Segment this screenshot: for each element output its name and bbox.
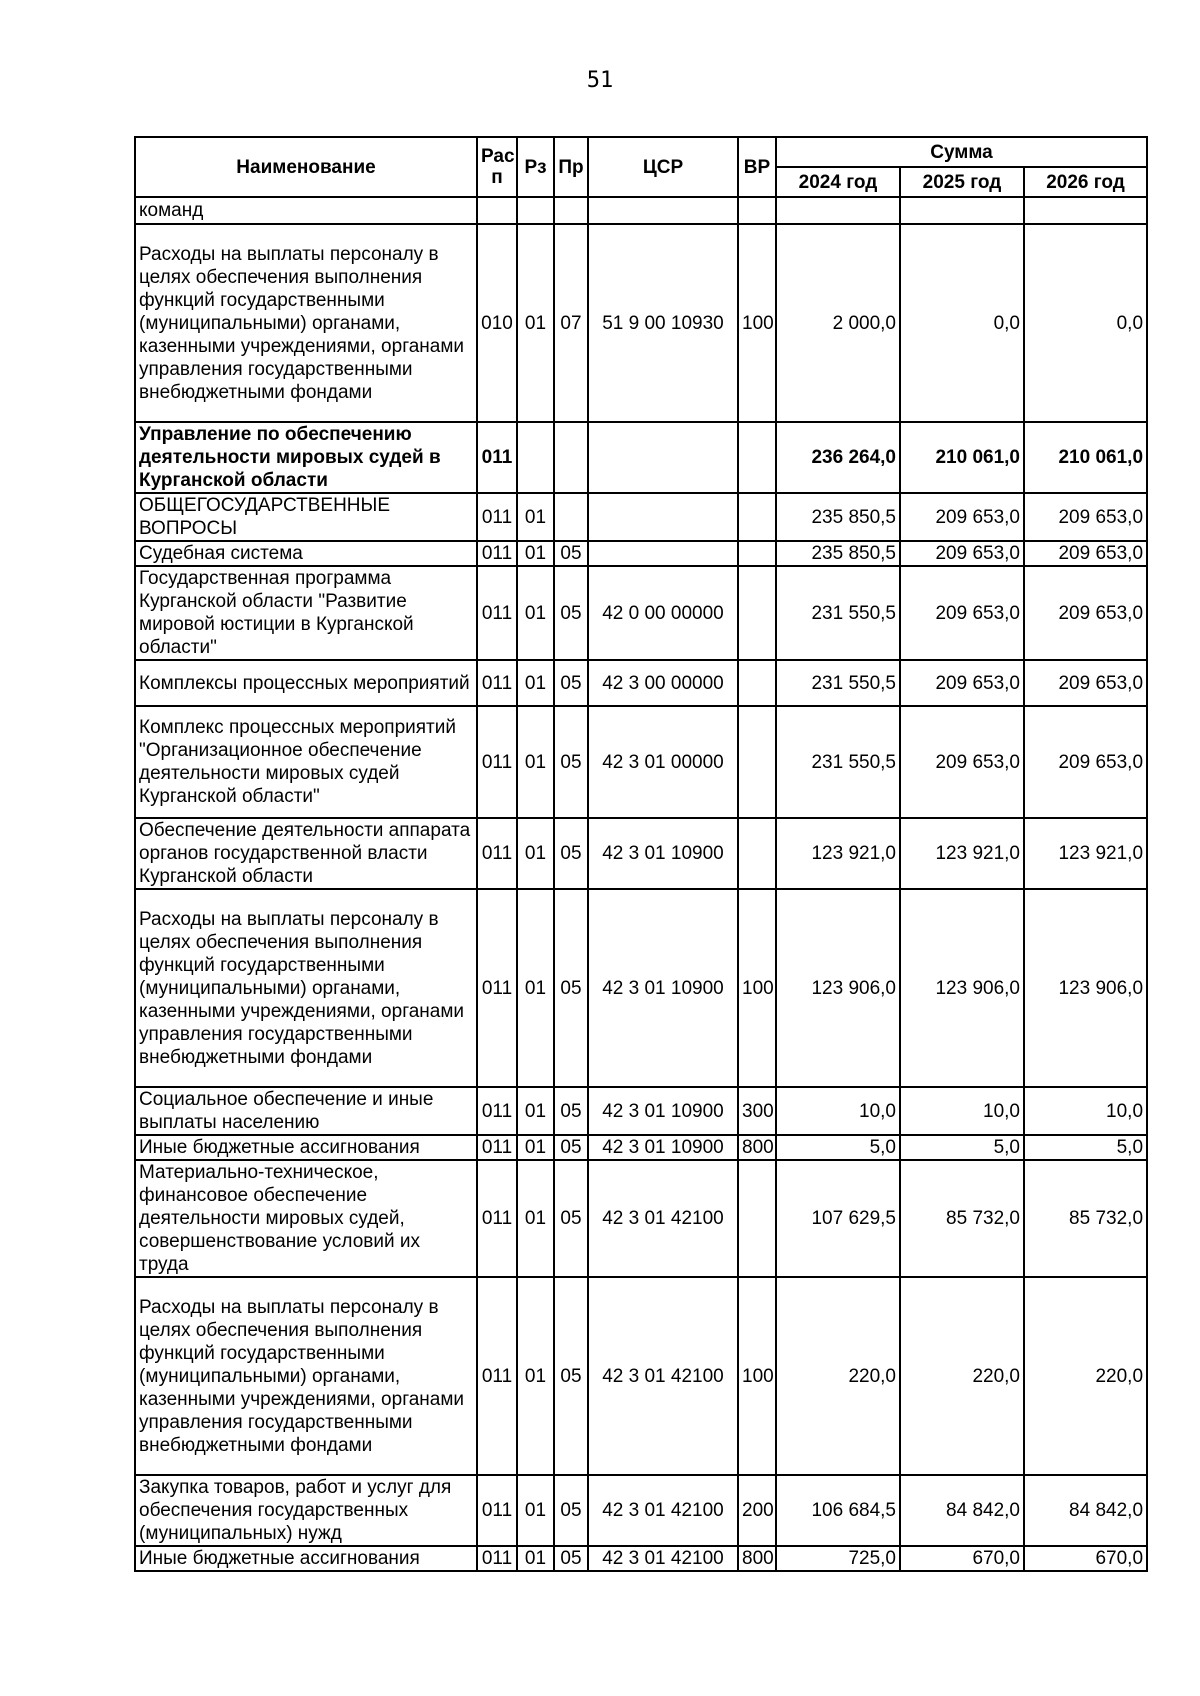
cell-rz: 01 [517, 1135, 554, 1160]
cell-rasp: 011 [477, 1546, 517, 1571]
cell-2026: 10,0 [1024, 1087, 1147, 1135]
cell-pr [554, 422, 588, 493]
cell-name: Социальное обеспечение и иные выплаты населению [135, 1087, 477, 1135]
header-rasp: Рас п [477, 137, 517, 197]
cell-rz: 01 [517, 1277, 554, 1475]
cell-rasp: 011 [477, 706, 517, 818]
cell-2025: 123 906,0 [900, 889, 1024, 1087]
cell-2026: 210 061,0 [1024, 422, 1147, 493]
cell-rz [517, 197, 554, 224]
cell-2026 [1024, 197, 1147, 224]
cell-csr: 42 3 01 42100 [588, 1475, 738, 1546]
cell-vr: 100 [738, 224, 776, 422]
cell-rz: 01 [517, 1475, 554, 1546]
cell-2025: 209 653,0 [900, 660, 1024, 706]
cell-rz: 01 [517, 818, 554, 889]
table-row [135, 566, 1147, 660]
table-header [135, 137, 1147, 197]
cell-pr: 05 [554, 818, 588, 889]
cell-csr: 42 3 01 42100 [588, 1160, 738, 1277]
cell-rz: 01 [517, 1546, 554, 1571]
cell-rasp: 011 [477, 1087, 517, 1135]
cell-pr [554, 493, 588, 541]
cell-2026: 209 653,0 [1024, 706, 1147, 818]
cell-vr [738, 1160, 776, 1277]
cell-vr: 800 [738, 1135, 776, 1160]
cell-rasp: 011 [477, 566, 517, 660]
cell-2026: 209 653,0 [1024, 493, 1147, 541]
cell-2026: 5,0 [1024, 1135, 1147, 1160]
cell-vr: 100 [738, 889, 776, 1087]
cell-rasp: 011 [477, 889, 517, 1087]
table-row [135, 818, 1147, 889]
table-row [135, 422, 1147, 493]
page-number: 51 [586, 68, 614, 93]
header-name: Наименование [135, 137, 477, 197]
cell-pr: 05 [554, 1087, 588, 1135]
cell-name: Комплекс процессных мероприятий "Организационное обеспечение деятельности мировых судей Курганской области" [135, 706, 477, 818]
cell-2024: 231 550,5 [776, 706, 900, 818]
cell-name: Обеспечение деятельности аппарата органов государственной власти Курганской области [135, 818, 477, 889]
cell-2024: 123 906,0 [776, 889, 900, 1087]
cell-rasp: 011 [477, 541, 517, 566]
cell-csr: 42 3 01 42100 [588, 1546, 738, 1571]
cell-2024: 220,0 [776, 1277, 900, 1475]
table-body [135, 197, 1147, 1571]
cell-rasp: 011 [477, 1135, 517, 1160]
cell-rasp: 011 [477, 1160, 517, 1277]
cell-rasp: 010 [477, 224, 517, 422]
header-year-2024: 2024 год [776, 167, 900, 197]
cell-csr: 42 3 01 10900 [588, 1087, 738, 1135]
cell-2024: 231 550,5 [776, 660, 900, 706]
cell-name: Материально-техническое, финансовое обеспечение деятельности мировых судей, совершенствование условий их труда [135, 1160, 477, 1277]
cell-2026: 123 906,0 [1024, 889, 1147, 1087]
cell-rasp: 011 [477, 818, 517, 889]
table-row [135, 1475, 1147, 1546]
cell-pr: 05 [554, 706, 588, 818]
cell-2024: 235 850,5 [776, 541, 900, 566]
cell-2026: 85 732,0 [1024, 1160, 1147, 1277]
cell-2025: 670,0 [900, 1546, 1024, 1571]
cell-2025 [900, 197, 1024, 224]
cell-pr: 05 [554, 1546, 588, 1571]
cell-rasp: 011 [477, 1475, 517, 1546]
cell-csr [588, 541, 738, 566]
cell-csr: 42 3 01 00000 [588, 706, 738, 818]
cell-name: Государственная программа Курганской области "Развитие мировой юстиции в Курганской области" [135, 566, 477, 660]
cell-rz: 01 [517, 1160, 554, 1277]
cell-vr [738, 566, 776, 660]
cell-2024: 10,0 [776, 1087, 900, 1135]
cell-rz: 01 [517, 660, 554, 706]
table-row [135, 1160, 1147, 1277]
cell-csr: 42 3 01 10900 [588, 1135, 738, 1160]
cell-2025: 84 842,0 [900, 1475, 1024, 1546]
cell-rz: 01 [517, 706, 554, 818]
cell-rz: 01 [517, 493, 554, 541]
cell-2025: 209 653,0 [900, 706, 1024, 818]
cell-2025: 10,0 [900, 1087, 1024, 1135]
table-row [135, 1277, 1147, 1475]
cell-2026: 123 921,0 [1024, 818, 1147, 889]
cell-name: команд [135, 197, 477, 224]
table-row [135, 660, 1147, 706]
cell-pr [554, 197, 588, 224]
cell-vr [738, 197, 776, 224]
cell-rasp [477, 197, 517, 224]
cell-2024: 2 000,0 [776, 224, 900, 422]
cell-2024: 107 629,5 [776, 1160, 900, 1277]
cell-2024: 106 684,5 [776, 1475, 900, 1546]
cell-2025: 5,0 [900, 1135, 1024, 1160]
table-row [135, 1135, 1147, 1160]
cell-name: Иные бюджетные ассигнования [135, 1546, 477, 1571]
cell-2024: 725,0 [776, 1546, 900, 1571]
cell-name: Комплексы процессных мероприятий [135, 660, 477, 706]
cell-vr [738, 706, 776, 818]
cell-2026: 84 842,0 [1024, 1475, 1147, 1546]
cell-2025: 0,0 [900, 224, 1024, 422]
cell-csr [588, 197, 738, 224]
cell-rasp: 011 [477, 422, 517, 493]
cell-2026: 220,0 [1024, 1277, 1147, 1475]
cell-name: Расходы на выплаты персоналу в целях обеспечения выполнения функций государственными (муниципальными) органами, казенными учреждениями, органами управления государственными внебюджетными фондами [135, 1277, 477, 1475]
cell-rz: 01 [517, 889, 554, 1087]
cell-pr: 05 [554, 660, 588, 706]
cell-2026: 670,0 [1024, 1546, 1147, 1571]
header-vr: ВР [738, 137, 776, 197]
cell-name: Управление по обеспечению деятельности мировых судей в Курганской области [135, 422, 477, 493]
cell-2024: 123 921,0 [776, 818, 900, 889]
cell-vr: 100 [738, 1277, 776, 1475]
table-row [135, 706, 1147, 818]
cell-name: Закупка товаров, работ и услуг для обеспечения государственных (муниципальных) нужд [135, 1475, 477, 1546]
cell-csr: 42 3 01 10900 [588, 818, 738, 889]
cell-2024: 236 264,0 [776, 422, 900, 493]
table-row [135, 224, 1147, 422]
cell-rz: 01 [517, 1087, 554, 1135]
cell-pr: 07 [554, 224, 588, 422]
header-csr: ЦСР [588, 137, 738, 197]
cell-2024: 231 550,5 [776, 566, 900, 660]
cell-2026: 209 653,0 [1024, 541, 1147, 566]
cell-rasp: 011 [477, 493, 517, 541]
table-row [135, 541, 1147, 566]
cell-pr: 05 [554, 1160, 588, 1277]
header-rz: Рз [517, 137, 554, 197]
cell-vr [738, 818, 776, 889]
cell-name: Расходы на выплаты персоналу в целях обеспечения выполнения функций государственными (муниципальными) органами, казенными учреждениями, органами управления государственными внебюджетными фондами [135, 889, 477, 1087]
cell-2025: 220,0 [900, 1277, 1024, 1475]
header-year-2026: 2026 год [1024, 167, 1147, 197]
cell-2026: 209 653,0 [1024, 566, 1147, 660]
cell-vr: 800 [738, 1546, 776, 1571]
cell-2026: 0,0 [1024, 224, 1147, 422]
cell-csr: 42 3 01 10900 [588, 889, 738, 1087]
header-year-2025: 2025 год [900, 167, 1024, 197]
cell-csr [588, 493, 738, 541]
cell-2025: 209 653,0 [900, 566, 1024, 660]
cell-vr [738, 493, 776, 541]
header-pr: Пр [554, 137, 588, 197]
cell-rasp: 011 [477, 660, 517, 706]
cell-name: Расходы на выплаты персоналу в целях обеспечения выполнения функций государственными (муниципальными) органами, казенными учреждениями, органами управления государственными внебюджетными фондами [135, 224, 477, 422]
cell-vr: 200 [738, 1475, 776, 1546]
table-row [135, 197, 1147, 224]
cell-csr: 42 0 00 00000 [588, 566, 738, 660]
cell-rasp: 011 [477, 1277, 517, 1475]
cell-2025: 123 921,0 [900, 818, 1024, 889]
cell-pr: 05 [554, 566, 588, 660]
cell-vr [738, 660, 776, 706]
table-row [135, 889, 1147, 1087]
cell-2026: 209 653,0 [1024, 660, 1147, 706]
table-row [135, 1546, 1147, 1571]
cell-vr [738, 422, 776, 493]
cell-rz: 01 [517, 566, 554, 660]
cell-name: ОБЩЕГОСУДАРСТВЕННЫЕ ВОПРОСЫ [135, 493, 477, 541]
cell-csr [588, 422, 738, 493]
cell-2024: 5,0 [776, 1135, 900, 1160]
table-row [135, 1087, 1147, 1135]
table-row [135, 493, 1147, 541]
cell-pr: 05 [554, 541, 588, 566]
cell-csr: 42 3 01 42100 [588, 1277, 738, 1475]
cell-name: Судебная система [135, 541, 477, 566]
cell-pr: 05 [554, 1135, 588, 1160]
budget-table [134, 136, 1148, 1572]
cell-2025: 85 732,0 [900, 1160, 1024, 1277]
cell-rz: 01 [517, 224, 554, 422]
cell-pr: 05 [554, 889, 588, 1087]
cell-vr: 300 [738, 1087, 776, 1135]
cell-2025: 210 061,0 [900, 422, 1024, 493]
cell-csr: 51 9 00 10930 [588, 224, 738, 422]
cell-pr: 05 [554, 1475, 588, 1546]
cell-rz [517, 422, 554, 493]
cell-2024: 235 850,5 [776, 493, 900, 541]
cell-2025: 209 653,0 [900, 541, 1024, 566]
cell-csr: 42 3 00 00000 [588, 660, 738, 706]
cell-pr: 05 [554, 1277, 588, 1475]
header-summa: Сумма [776, 137, 1147, 167]
cell-name: Иные бюджетные ассигнования [135, 1135, 477, 1160]
cell-rz: 01 [517, 541, 554, 566]
cell-vr [738, 541, 776, 566]
cell-2024 [776, 197, 900, 224]
cell-2025: 209 653,0 [900, 493, 1024, 541]
